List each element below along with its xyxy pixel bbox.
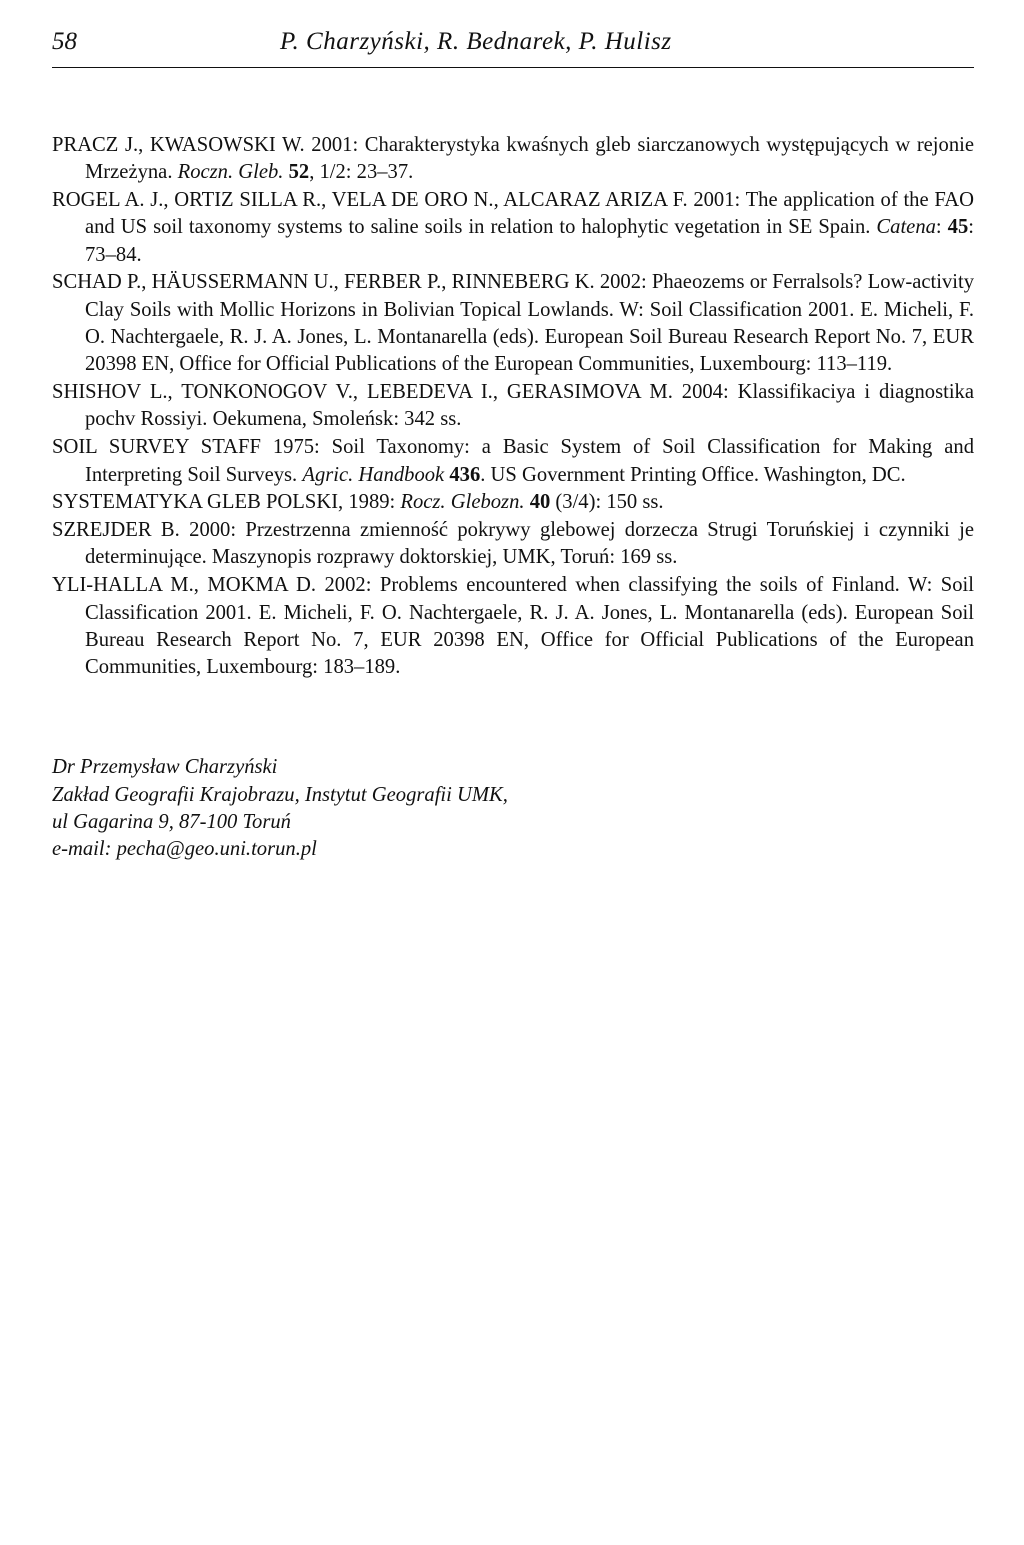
reference-text: PRACZ J., KWASOWSKI W. 2001: Charakterystyka kwaśnych gleb siarczanowych występujących w rejonie Mrzeżyna.	[52, 134, 974, 184]
volume-number: 45	[947, 216, 969, 239]
volume-number: 436	[449, 463, 481, 486]
reference-entry	[52, 132, 974, 187]
reference-text: SZREJDER B. 2000: Przestrzenna zmienność pokrywy glebowej dorzecza Strugi Toruńskiej i czynniki je determinujące. Maszynopis rozprawy doktorskiej, UMK, Toruń: 169 ss.	[52, 519, 974, 569]
reference-entry	[52, 489, 974, 516]
journal-title: Rocz. Glebozn.	[400, 491, 525, 514]
journal-title: Roczn. Gleb.	[177, 161, 284, 184]
reference-entry	[52, 517, 974, 572]
reference-entry	[52, 269, 974, 378]
reference-text: ROGEL A. J., ORTIZ SILLA R., VELA DE ORO N., ALCARAZ ARIZA F. 2001: The application of the FAO and US soil taxonomy systems to saline soils in relation to halophytic vegetation in SE Spain.	[52, 189, 974, 239]
author-affiliation	[52, 754, 974, 863]
volume-number: 40	[529, 491, 551, 514]
journal-title: Catena	[876, 216, 936, 239]
reference-text: SOIL SURVEY STAFF 1975: Soil Taxonomy: a Basic System of Soil Classification for Making and Interpreting Soil Surveys.	[52, 436, 974, 486]
reference-text: :	[935, 216, 948, 239]
reference-entry	[52, 434, 974, 489]
reference-text: SHISHOV L., TONKONOGOV V., LEBEDEVA I., GERASIMOVA M. 2004: Klassifikaciya i diagnostika pochv Rossiyi. Oekumena, Smoleńsk: 342 ss.	[52, 381, 974, 431]
reference-entry	[52, 187, 974, 269]
volume-number: 52	[288, 161, 310, 184]
journal-title: Agric. Handbook	[302, 463, 445, 486]
page-number: 58	[52, 28, 77, 55]
author-email: e-mail: pecha@geo.uni.torun.pl	[52, 838, 317, 861]
reference-entry	[52, 572, 974, 681]
reference-text: SCHAD P., HÄUSSERMANN U., FERBER P., RINNEBERG K. 2002: Phaeozems or Ferralsols? Low-activity Clay Soils with Mollic Horizons in Bolivian Topical Lowlands. W: Soil Classification 2001. E. Micheli, F. O. Nachtergaele, R. J. A. Jones, L. Montanarella (eds). European Soil Bureau Research Report No. 7, EUR 20398 EN, Office for Official Publications of the European Communities, Luxembourg: 113–119.	[52, 271, 974, 376]
reference-text: , 1/2: 23–37.	[309, 161, 414, 184]
reference-text: . US Government Printing Office. Washington, DC.	[480, 463, 906, 486]
reference-text: SYSTEMATYKA GLEB POLSKI, 1989:	[52, 491, 401, 514]
reference-entry	[52, 379, 974, 434]
running-header	[52, 28, 974, 68]
running-title: P. Charzyński, R. Bednarek, P. Hulisz	[280, 28, 672, 55]
reference-text: (3/4): 150 ss.	[550, 491, 664, 514]
reference-list	[52, 132, 974, 681]
author-institution: Zakład Geografii Krajobrazu, Instytut Geografii UMK,	[52, 783, 508, 806]
reference-text: : 73–84.	[85, 216, 974, 266]
page	[52, 28, 974, 864]
author-address: ul Gagarina 9, 87-100 Toruń	[52, 811, 291, 834]
reference-text: YLI-HALLA M., MOKMA D. 2002: Problems encountered when classifying the soils of Finland. W: Soil Classification 2001. E. Micheli, F. O. Nachtergaele, R. J. A. Jones, L. Montanarella (eds). European Soil Bureau Research Report No. 7, EUR 20398 EN, Office for Official Publications of the European Communities, Luxembourg: 183–189.	[52, 574, 974, 679]
author-name: Dr Przemysław Charzyński	[52, 756, 278, 779]
